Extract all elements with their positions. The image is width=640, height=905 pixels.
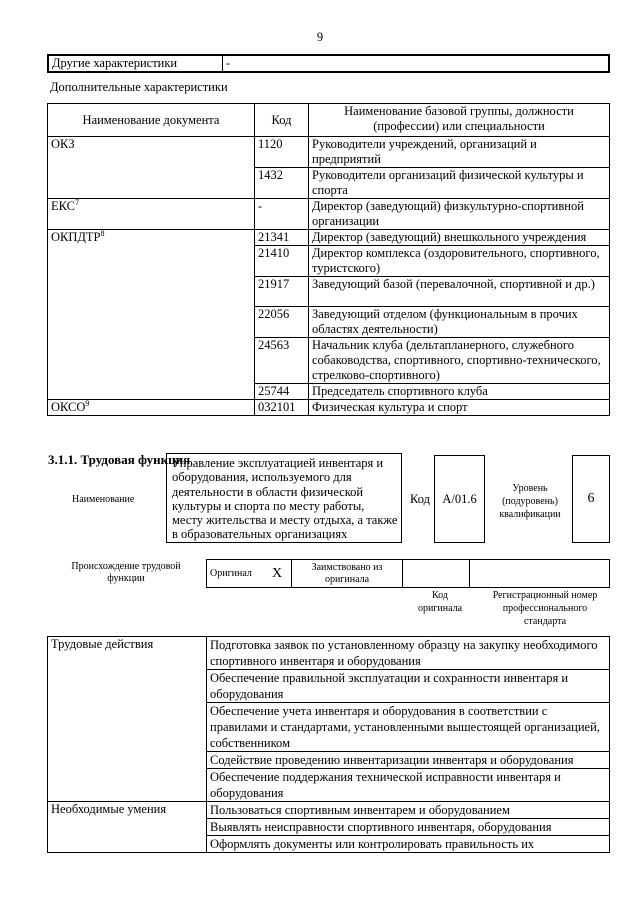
group-name-cell: Физическая культура и спорт <box>309 400 610 416</box>
document-name-cell <box>48 199 255 230</box>
code-cell: 22056 <box>255 307 309 338</box>
additional-table-row <box>48 230 610 246</box>
actions-table-row <box>48 802 610 819</box>
group-name-cell: Председатель спортивного клуба <box>309 384 610 400</box>
code-cell: - <box>255 199 309 230</box>
function-name-value: Управление эксплуатацией инвентаря и оборудования, используемого для деятельности в области физической культуры и спорта по месту работы, месту жительства и месту отдыха, а также в образовательных организациях <box>172 456 398 542</box>
action-item: Пользоваться спортивным инвентарем и оборудованием <box>207 802 610 819</box>
document-name: ЕКС <box>51 199 75 213</box>
footnote-ref: 7 <box>75 197 79 207</box>
action-item: Подготовка заявок по установленному образцу на закупку необходимого спортивного инвентаря и оборудования <box>207 637 610 670</box>
other-characteristics-value: - <box>223 55 610 72</box>
footnote-ref: 8 <box>100 228 105 238</box>
action-item: Обеспечение учета инвентаря и оборудования в соответствии с правилами и стандартами, установленными вышестоящей организацией, собственником <box>207 703 610 752</box>
group-name-cell: Директор (заведующий) внешкольного учреждения <box>309 230 610 246</box>
category-label: Необходимые умения <box>48 802 207 853</box>
code-original-caption: Код оригинала <box>417 590 463 614</box>
document-name: ОКЗ <box>51 137 75 151</box>
action-item: Содействие проведению инвентаризации инвентаря и оборудования <box>207 752 610 769</box>
origin-code-cell <box>403 560 470 588</box>
level-value: 6 <box>587 491 595 506</box>
code-cell: 24563 <box>255 338 309 384</box>
document-name: ОКПДТР <box>51 230 101 244</box>
category-label: Трудовые действия <box>48 637 207 802</box>
code-cell: 032101 <box>255 400 309 416</box>
code-cell: 21410 <box>255 246 309 277</box>
reg-number-caption: Регистрационный номер профессионального стандарта <box>492 590 598 627</box>
code-label: Код <box>410 492 430 506</box>
actions-table <box>47 636 610 853</box>
document-name-cell <box>48 230 255 400</box>
origin-table <box>206 559 610 588</box>
group-name-cell: Руководители учреждений, организаций и предприятий <box>309 137 610 168</box>
name-label: Наименование <box>72 494 135 505</box>
action-item: Выявлять неисправности спортивного инвентаря, оборудования <box>207 819 610 836</box>
code-value: A/01.6 <box>442 492 477 506</box>
original-mark: X <box>269 560 292 588</box>
actions-table-row <box>48 637 610 670</box>
document-name-cell <box>48 400 255 416</box>
level-label: Уровень (подуровень) квалификации <box>499 483 561 520</box>
code-cell: 1120 <box>255 137 309 168</box>
additional-table-row <box>48 137 610 168</box>
group-name-cell: Заведующий отделом (функциональным в прочих областях деятельности) <box>309 307 610 338</box>
page-number: 9 <box>316 30 324 44</box>
code-cell: 21341 <box>255 230 309 246</box>
other-characteristics-label: Другие характеристики <box>48 55 223 72</box>
group-name-cell: Начальник клуба (дельтапланерного, служебного собаководства, спортивного, спортивно-технического, стрелково-спортивного) <box>309 338 610 384</box>
original-label: Оригинал <box>207 560 270 588</box>
group-name-cell: Руководители организаций физической культуры и спорта <box>309 168 610 199</box>
additional-table-row <box>48 199 610 230</box>
other-characteristics-table <box>47 54 610 73</box>
header-code: Код <box>255 104 309 137</box>
additional-heading: Дополнительные характеристики <box>50 80 228 94</box>
code-cell: 1432 <box>255 168 309 199</box>
header-group-name: Наименование базовой группы, должности (профессии) или специальности <box>309 104 610 137</box>
action-item: Обеспечение поддержания технической исправности инвентаря и оборудования <box>207 769 610 802</box>
code-cell: 21917 <box>255 277 309 307</box>
code-cell: 25744 <box>255 384 309 400</box>
origin-label: Происхождение трудовой функции <box>71 561 181 584</box>
additional-table-row <box>48 400 610 416</box>
group-name-cell: Директор комплекса (оздоровительного, спортивного, туристского) <box>309 246 610 277</box>
group-name-cell: Директор (заведующий) физкультурно-спортивной организации <box>309 199 610 230</box>
action-item: Обеспечение правильной эксплуатации и сохранности инвентаря и оборудования <box>207 670 610 703</box>
document-name-cell <box>48 137 255 199</box>
additional-characteristics-table <box>47 103 610 416</box>
document-name: ОКСО <box>51 400 86 414</box>
group-name-cell: Заведующий базой (перевалочной, спортивной и др.) <box>309 277 610 307</box>
borrowed-label: Заимствовано из оригинала <box>292 560 403 588</box>
header-document: Наименование документа <box>48 104 255 137</box>
section-heading: 3.1.1. Трудовая функция <box>48 452 191 467</box>
footnote-ref: 9 <box>85 398 90 408</box>
action-item: Оформлять документы или контролировать правильность их <box>207 836 610 853</box>
origin-reg-cell <box>470 560 610 588</box>
